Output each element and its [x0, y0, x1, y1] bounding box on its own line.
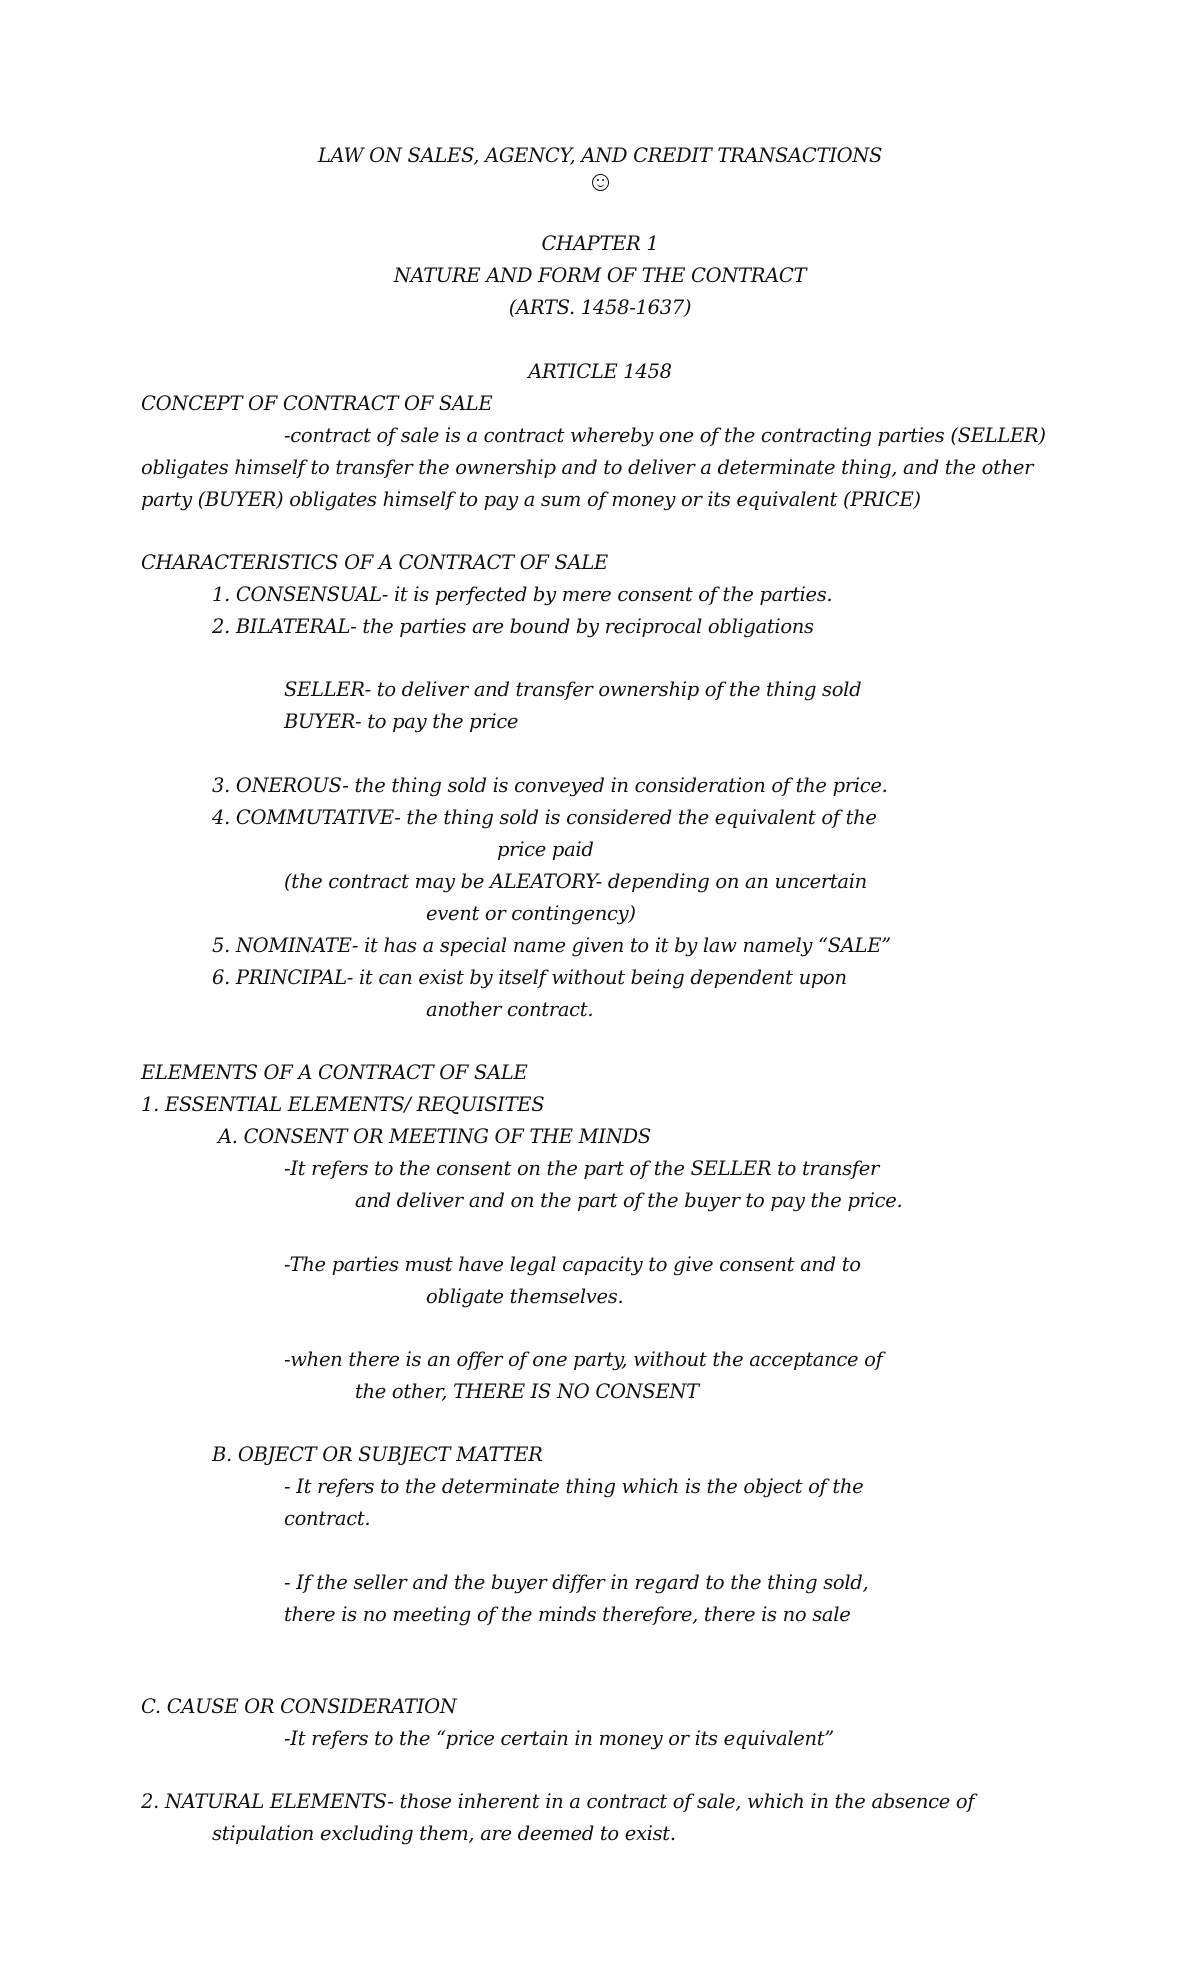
articles-range: (ARTS. 1458-1637): [508, 296, 692, 319]
characteristics-heading: CHARACTERISTICS OF A CONTRACT OF SALE: [141, 551, 608, 574]
characteristic-subitem: SELLER- to deliver and transfer ownership of the thing sold: [284, 678, 862, 701]
concept-line: obligates himself to transfer the ownership and to deliver a determinate thing, and the other: [141, 456, 1034, 479]
consent-line: -when there is an offer of one party, without the acceptance of: [284, 1348, 883, 1371]
cause-heading: C. CAUSE OR CONSIDERATION: [141, 1695, 457, 1718]
characteristic-item: 4. COMMUTATIVE- the thing sold is considered the equivalent of the: [212, 806, 877, 829]
consent-line: -The parties must have legal capacity to give consent and to: [284, 1253, 861, 1276]
concept-line: party (BUYER) obligates himself to pay a sum of money or its equivalent (PRICE): [141, 488, 921, 511]
article-heading: ARTICLE 1458: [528, 360, 672, 383]
consent-heading: A. CONSENT OR MEETING OF THE MINDS: [218, 1125, 651, 1148]
essential-elements-heading: 1. ESSENTIAL ELEMENTS/ REQUISITES: [141, 1093, 545, 1116]
smiley-mouth: [597, 181, 604, 187]
characteristic-item-continued: price paid: [497, 838, 594, 861]
characteristic-item: 6. PRINCIPAL- it can exist by itself without being dependent upon: [212, 966, 847, 989]
cause-line: -It refers to the “price certain in money or its equivalent”: [284, 1727, 834, 1750]
object-heading: B. OBJECT OR SUBJECT MATTER: [212, 1443, 543, 1466]
characteristic-item: 3. ONEROUS- the thing sold is conveyed in consideration of the price.: [212, 774, 888, 797]
characteristic-item: 5. NOMINATE- it has a special name given to it by law namely “SALE”: [212, 934, 891, 957]
concept-line: -contract of sale is a contract whereby one of the contracting parties (SELLER): [284, 424, 1046, 447]
natural-elements-line: stipulation excluding them, are deemed to exist.: [212, 1822, 676, 1845]
consent-line: -It refers to the consent on the part of the SELLER to transfer: [284, 1157, 880, 1180]
consent-line: the other, THERE IS NO CONSENT: [355, 1380, 699, 1403]
consent-line: and deliver and on the part of the buyer to pay the price.: [355, 1189, 903, 1212]
characteristic-item-continued: another contract.: [426, 998, 594, 1021]
chapter-title: NATURE AND FORM OF THE CONTRACT: [393, 264, 807, 287]
characteristic-item: 2. BILATERAL- the parties are bound by reciprocal obligations: [212, 615, 814, 638]
object-line: - It refers to the determinate thing which is the object of the: [284, 1475, 864, 1498]
characteristic-item: 1. CONSENSUAL- it is perfected by mere consent of the parties.: [212, 583, 833, 606]
object-line: there is no meeting of the minds therefore, there is no sale: [284, 1603, 851, 1626]
object-line: contract.: [284, 1507, 371, 1530]
object-line: - If the seller and the buyer differ in regard to the thing sold,: [284, 1571, 869, 1594]
smiley-face-icon: [592, 174, 609, 191]
characteristic-subitem: BUYER- to pay the price: [284, 710, 519, 733]
chapter-number: CHAPTER 1: [541, 232, 659, 255]
natural-elements-line: 2. NATURAL ELEMENTS- those inherent in a contract of sale, which in the absence of: [141, 1790, 975, 1813]
concept-heading: CONCEPT OF CONTRACT OF SALE: [141, 392, 493, 415]
elements-heading: ELEMENTS OF A CONTRACT OF SALE: [141, 1061, 528, 1084]
characteristic-note: (the contract may be ALEATORY- depending on an uncertain: [284, 870, 867, 893]
consent-line: obligate themselves.: [426, 1285, 624, 1308]
document-title: LAW ON SALES, AGENCY, AND CREDIT TRANSACTIONS: [317, 144, 883, 167]
characteristic-note-continued: event or contingency): [426, 902, 636, 925]
